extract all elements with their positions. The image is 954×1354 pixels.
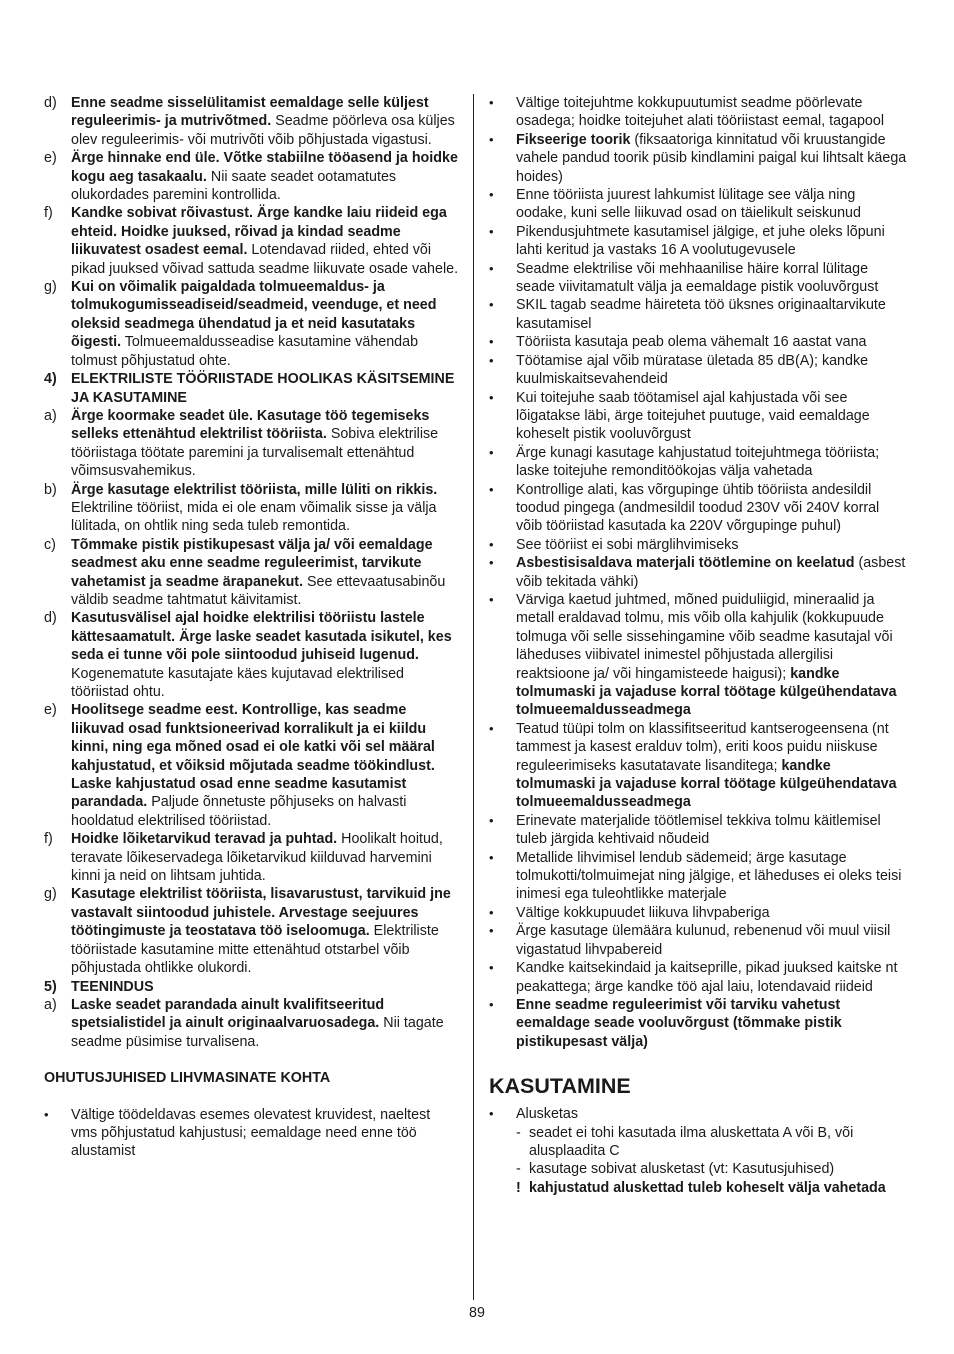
- warning-icon: !: [516, 1179, 521, 1196]
- item-text: Ärge kunagi kasutage kahjustatud toitejuhtmega tööriista; laske toitejuhe remonditöökojas välja vahetada: [516, 444, 880, 480]
- bullet-item: [489, 904, 909, 922]
- list-item-g: [44, 278, 460, 370]
- bullet-icon: •: [489, 720, 494, 736]
- item-text: Värviga kaetud juhtmed, mõned puiduliigid, mineraalid ja metall eraldavad tolmu, mis võib olla kahjulik (kokkupuude tolmuga või selle sissehingamine võib seadme kasutajal või läheduses viibivatel inimestel põhjustada allergilisi reaktsioone ja/ või hingamisteede haigusi);: [516, 591, 893, 682]
- left-column: [44, 94, 460, 1161]
- bullet-icon: •: [489, 1106, 494, 1122]
- item-label: g): [44, 886, 57, 903]
- list-item-d: [44, 609, 460, 701]
- list-item-f: [44, 204, 460, 278]
- bullet-icon: •: [44, 1106, 49, 1122]
- bullet-item: [489, 959, 909, 996]
- column-divider: [473, 94, 474, 1300]
- item-text: Kandke kaitsekindaid ja kaitseprille, pikad juuksed kaitske nt peakattega; ärge kandke töö ajal laiu, lotendavaid riideid: [516, 960, 898, 995]
- bullet-icon: •: [489, 187, 494, 203]
- bullet-icon: •: [489, 297, 494, 313]
- item-text: See tööriist ei sobi märglihvimiseks: [516, 536, 739, 553]
- item-text: Vältige toitejuhtme kokkupuutumist seadme pöörlevate osadega; hoidke toitejuhet alati tööriistast eemal, tagapool: [516, 95, 884, 130]
- bullet-icon: •: [489, 444, 494, 460]
- section-heading-5: [44, 978, 460, 996]
- item-text: Elektriliste tööriistade kasutamine mitte ettenähtud otstarbel võib põhjustada ohtlikke olukordi.: [71, 923, 439, 977]
- item-text: Sobiva elektrilise tööriistaga töötate paremini ja turvalisemalt ettenähtud võimsusvahemikus.: [71, 426, 439, 480]
- bullet-icon: •: [489, 352, 494, 368]
- bullet-icon: •: [489, 923, 494, 939]
- bullet-item: [489, 720, 909, 812]
- dash-marker: -: [516, 1161, 521, 1178]
- item-label: c): [44, 536, 56, 553]
- item-text: Paljude õnnetuste põhjuseks on halvasti hooldatud elektrilised tööriistad.: [71, 794, 407, 829]
- item-bold-text: Kasutage elektrilist tööriista, lisavarustust, tarvikuid jne vastavalt siintoodud juhistele. Arvestage seejuures töötingimuste ja teostatava töö iseloomuga.: [71, 886, 451, 940]
- item-text: Vältige kokkupuudet liikuva lihvpaberiga: [516, 904, 770, 921]
- section-number: 5): [44, 978, 57, 995]
- item-bold-text: Fikseerige toorik: [516, 131, 631, 148]
- item-bold-text: Ärge hinnake end üle. Võtke stabiilne tööasend ja hoidke kogu aeg tasakaalu.: [71, 150, 458, 185]
- list-item-a: [44, 996, 460, 1051]
- item-text: Metallide lihvimisel lendub sädemeid; ärge kasutage tolmukotti/tolmuimejat ning jälgige, et läheduses ei oleks teisi inimesi ega tuleohtlikke materjale: [516, 849, 902, 903]
- sub-item: [489, 1124, 909, 1161]
- bullet-icon: •: [489, 536, 494, 552]
- item-text: Nii saate seadet ootamatutes olukordades paremini kontrollida.: [71, 168, 397, 204]
- item-text: Teatud tüüpi tolm on klassifitseeritud kantserogeensena (nt tammest ja kasest eralduv tolm), eriti koos puidu niiskuse reguleerimiseks kasutatavate lisanditega;: [516, 720, 889, 774]
- bullet-icon: •: [489, 389, 494, 405]
- bullet-icon: •: [489, 481, 494, 497]
- item-bold-text: kandke tolmumaski ja vajaduse korral töötage külgeühendatava tolmueemaldusseadmega: [516, 757, 897, 811]
- item-text: Kui toitejuhe saab töötamisel ajal kahjustada või see lõigatakse läbi, ärge toitejuhet puutuge, vaid eemaldage koheselt pistik vooluvõrgust: [516, 389, 870, 443]
- section-title: ELEKTRILISTE TÖÖRIISTADE HOOLIKAS KÄSITSEMINE JA KASUTAMINE: [71, 371, 455, 406]
- item-text: kasutage sobivat alusketast (vt: Kasutusjuhised): [529, 1161, 835, 1178]
- heading-text: OHUTUSJUHISED LIHVMASINATE KOHTA: [44, 1070, 331, 1087]
- item-text: Kogenematute kasutajate käes kujutavad elektrilised tööriistad ohtu.: [71, 665, 405, 700]
- item-text: Alusketas: [516, 1106, 578, 1123]
- item-label: a): [44, 996, 57, 1013]
- sub-item: [489, 1160, 909, 1178]
- item-bold-text: Kandke sobivat rõivastust. Ärge kandke laiu riideid ega ehteid. Hoidke juuksed, rõivad ja kindad seadme liikuvatest osadest eemal.: [71, 205, 447, 259]
- bullet-icon: •: [489, 334, 494, 350]
- bullet-icon: •: [489, 849, 494, 865]
- bullet-icon: •: [489, 904, 494, 920]
- section-title: TEENINDUS: [71, 978, 154, 995]
- list-item-b: [44, 481, 460, 536]
- spacer: [44, 1051, 460, 1069]
- bullet-icon: •: [489, 95, 494, 110]
- item-label: f): [44, 205, 53, 222]
- item-text: See ettevaatusabinõu väldib seadme tahtmatut käivitamist.: [71, 573, 446, 608]
- bullet-item: [489, 536, 909, 554]
- list-item-f: [44, 830, 460, 885]
- section-heading-kasutamine: KASUTAMINE: [489, 1074, 631, 1099]
- warning-item: [489, 1179, 909, 1197]
- item-text: (fiksaatoriga kinnitatud või kruustangide vahele pandud toorik püsib kindlamini paigal kui lihtsalt käega hoides): [516, 131, 907, 185]
- bullet-item: [489, 186, 909, 223]
- item-text: Enne tööriista juurest lahkumist lülitage see välja ning oodake, kuni selle liikuvad osad on täielikult seiskunud: [516, 187, 861, 222]
- bullet-item: [489, 481, 909, 536]
- item-text: Nii tagate seadme püsimise turvalisena.: [71, 1015, 444, 1050]
- item-bold-text: Kui on võimalik paigaldada tolmueemaldus- ja tolmukogumisseadiseid/seadmeid, veenduge, et need oleksid seadmega ühendatud ja et neid kasutataks õigesti.: [71, 279, 437, 351]
- item-text: Seadme elektrilise või mehhaanilise häire korral lülitage seade viivitamatult välja ja eemaldage pistik vooluvõrgust: [516, 260, 879, 296]
- item-bold-text: Asbestisisaldava materjali töötlemine on keelatud: [516, 555, 855, 572]
- item-text: Töötamise ajal võib müratase ületada 85 dB(A); kandke kuulmiskaitsevahendeid: [516, 352, 869, 388]
- item-text: SKIL tagab seadme häireteta töö üksnes originaaltarvikute kasutamisel: [516, 297, 886, 332]
- right-column: [489, 94, 909, 1197]
- bullet-item: [489, 131, 909, 186]
- list-item-d: [44, 94, 460, 149]
- item-text: (asbest võib tekitada vähki): [516, 555, 906, 590]
- dash-marker: -: [516, 1124, 521, 1141]
- item-bold-text: Hoolitsege seadme eest. Kontrollige, kas seadme liikuvad osad funktsioneerivad korralikult ja ei kiildu kinni, ning ega mõned osad ei ole katki või sel määral kahjustatud, et võiksid mõjutada seadme töökindlust. Laske kahjustatud osad enne seadme kasutamist parandada.: [71, 702, 435, 811]
- page-number: 89: [469, 1305, 485, 1321]
- item-text: Lotendavad riided, ehted või pikad juuksed võivad sattuda seadme liikuvate osade vahele.: [71, 242, 459, 277]
- item-text: Ärge kasutage ülemäära kulunud, rebenenud või muul viisil vigastatud lihvpabereid: [516, 923, 891, 958]
- bullet-item: [489, 260, 909, 297]
- item-text: Tolmueemaldusseadise kasutamine vähendab tolmust põhjustatud ohte.: [71, 334, 419, 369]
- item-bold-text: Ärge koormake seadet üle. Kasutage töö tegemiseks selleks ettenähtud elektrilist tööriista.: [71, 407, 430, 443]
- item-text: Elektriline tööriist, mida ei ole enam võimalik sisse ja välja lülitada, on ohtlik ning seda tuleb remontida.: [71, 499, 437, 535]
- item-label: g): [44, 279, 57, 296]
- bullet-item: [489, 444, 909, 481]
- bullet-item: [489, 591, 909, 720]
- item-text: Tööriista kasutaja peab olema vähemalt 16 aastat vana: [516, 334, 867, 351]
- bullet-item: [489, 296, 909, 333]
- bullet-item: [489, 389, 909, 444]
- item-text: Seadme pöörleva osa küljes olev reguleerimis- või mutrivõti võib põhjustada vigastusi.: [71, 113, 455, 148]
- item-bold-text: Ärge kasutage elektrilist tööriista, mille lüliti on rikkis.: [71, 481, 438, 498]
- section-number: 4): [44, 371, 57, 388]
- bullet-icon: •: [489, 960, 494, 976]
- item-bold-text: Enne seadme reguleerimist või tarviku vahetust eemaldage seade vooluvõrgust (tõmmake pistik pistikupesast välja): [516, 996, 842, 1050]
- item-label: d): [44, 610, 57, 627]
- item-bold-text: Enne seadme sisselülitamist eemaldage selle küljest reguleerimis- ja mutrivõtmed.: [71, 95, 429, 130]
- bullet-item: [489, 849, 909, 904]
- item-label: a): [44, 407, 57, 424]
- item-label: e): [44, 702, 57, 719]
- bullet-icon: •: [489, 996, 494, 1012]
- grinder-safety-heading: [44, 1069, 460, 1087]
- item-text: Kontrollige alati, kas võrgupinge ühtib tööriista andesildil toodud pingega (andmesildil toodud 230V või 240V korral võib tööriistad kasutada ka 220V võrgupinge puhul): [516, 481, 880, 535]
- item-bold-text: Laske seadet parandada ainult kvalifitseeritud spetsialistidel ja ainult originaalvaruosadega.: [71, 996, 385, 1032]
- item-label: d): [44, 95, 57, 111]
- list-item-c: [44, 536, 460, 610]
- bullet-item: [489, 223, 909, 260]
- bullet-item: [489, 94, 909, 131]
- item-label: f): [44, 831, 53, 848]
- bullet-item: [44, 1106, 460, 1161]
- bullet-item: [489, 1105, 909, 1123]
- item-bold-text: Tõmmake pistik pistikupesast välja ja/ või eemaldage seadmest aku enne seadme reguleerimist, tarvikute vahetamist ja seadme ärapanekut.: [71, 536, 433, 590]
- bullet-item: [489, 554, 909, 591]
- list-item-e: [44, 149, 460, 204]
- bullet-item: [489, 996, 909, 1051]
- item-bold-text: kandke tolmumaski ja vajaduse korral töötage külgeühendatava tolmueemaldusseadmega: [516, 665, 897, 719]
- list-item-a: [44, 407, 460, 481]
- list-item-e: [44, 701, 460, 830]
- bullet-icon: •: [489, 223, 494, 239]
- bullet-icon: •: [489, 260, 494, 276]
- bullet-icon: •: [489, 812, 494, 828]
- spacer: [44, 1088, 460, 1106]
- bullet-item: [489, 352, 909, 389]
- bullet-item: [489, 922, 909, 959]
- bullet-icon: •: [489, 131, 494, 147]
- item-label: b): [44, 481, 57, 498]
- item-text: Pikendusjuhtmete kasutamisel jälgige, et juhe oleks lõpuni lahti keritud ja vastaks 16 A voolutugevusele: [516, 223, 885, 259]
- bullet-icon: •: [489, 555, 494, 571]
- list-item-g: [44, 885, 460, 977]
- item-bold-text: Kasutusvälisel ajal hoidke elektrilisi tööriistu lastele kättesaamatult. Ärge laske seadet kasutada isikutel, kes seda ei tunne või pole siintoodud juhiseid lugenud.: [71, 610, 452, 664]
- section-heading-4: [44, 370, 460, 407]
- item-label: e): [44, 150, 57, 167]
- bullet-icon: •: [489, 591, 494, 607]
- item-text: Erinevate materjalide töötlemisel tekkiva tolmu käitlemisel tuleb järgida kehtivaid nõudeid: [516, 812, 881, 848]
- item-text: seadet ei tohi kasutada ilma aluskettata A või B, või alusplaadita C: [529, 1124, 854, 1159]
- item-text: Hoolikalt hoitud, teravate lõikeservadega lõiketarvikud kiilduvad harvemini kinni ja neid on lihtsam juhtida.: [71, 831, 443, 885]
- item-bold-text: Hoidke lõiketarvikud teravad ja puhtad.: [71, 831, 338, 848]
- item-text: Vältige töödeldavas esemes olevatest kruvidest, naeltest vms põhjustatud kahjustusi; eemaldage need enne töö alustamist: [71, 1106, 431, 1160]
- bullet-item: [489, 333, 909, 351]
- item-text: kahjustatud aluskettad tuleb koheselt välja vahetada: [529, 1179, 886, 1196]
- bullet-item: [489, 812, 909, 849]
